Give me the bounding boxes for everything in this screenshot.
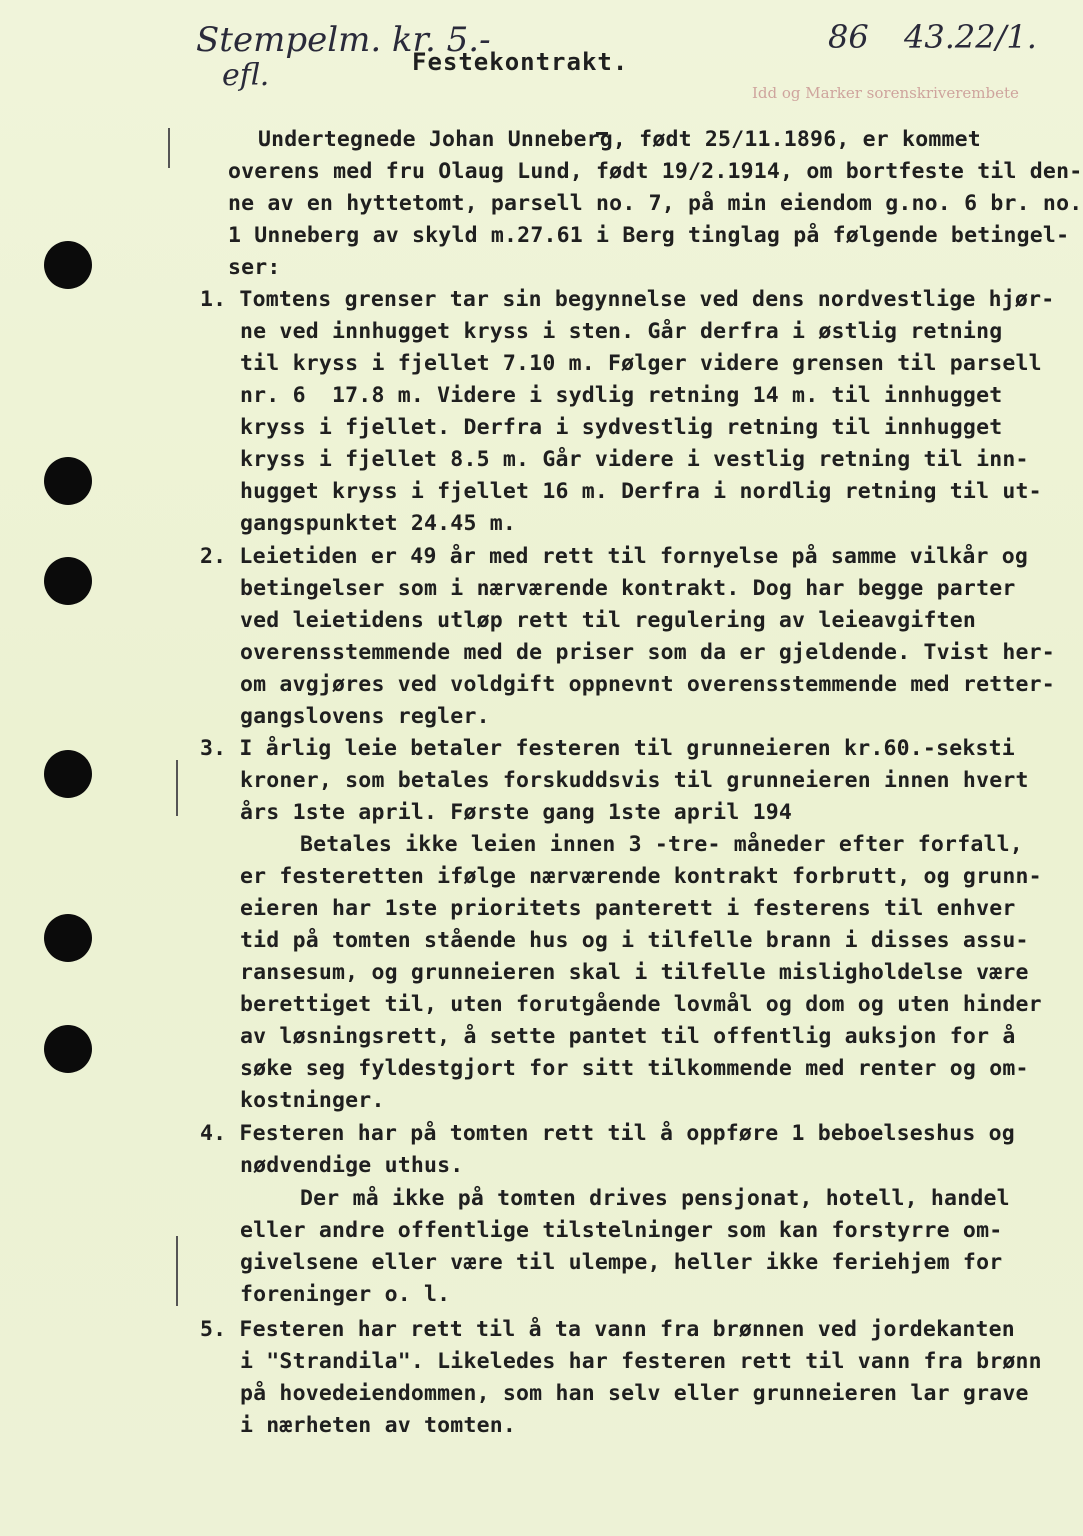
text-line: nr. 6 17.8 m. Videre i sydlig retning 14 m. til innhugget [240,383,1003,408]
text-line: givelsene eller være til ulempe, heller ikke feriehjem for [240,1250,1003,1275]
office-stamp: Idd og Marker sorenskriverembete [752,84,1019,102]
text-line: ne ved innhugget kryss i sten. Går derfra i østlig retning [240,319,1003,344]
punch-hole [44,457,92,505]
text-line: i nærheten av tomten. [240,1413,517,1438]
text-line: nødvendige uthus. [240,1153,464,1178]
text-line: betingelser som i nærværende kontrakt. Dog har begge parter [240,576,1016,601]
handwritten-stamp-fee: Stempelm. kr. 5.- [196,20,491,60]
text-line: kroner, som betales forskuddsvis til grunneieren innen hvert [240,768,1029,793]
punch-hole [44,241,92,289]
text-line: 3. I årlig leie betaler festeren til grunneieren kr.60.-seksti [200,736,1015,761]
text-line: ser: [228,255,281,280]
text-line: gangslovens regler. [240,704,490,729]
handwritten-efl: efl. [222,58,270,93]
text-line: Betales ikke leien innen 3 -tre- måneder efter forfall, [300,832,1023,857]
text-line: 4. Festeren har på tomten rett til å oppføre 1 beboelseshus og [200,1121,1015,1146]
text-line: ved leietidens utløp rett til regulering av leieavgiften [240,608,977,633]
text-line: overensstemmende med de priser som da er gjeldende. Tvist her- [240,640,1055,665]
text-line: 2. Leietiden er 49 år med rett til fornyelse på samme vilkår og [200,544,1029,569]
punch-hole [44,1025,92,1073]
text-line: kryss i fjellet. Derfra i sydvestlig retning til innhugget [240,415,1003,440]
text-line: kostninger. [240,1088,385,1113]
text-line: i "Strandila". Likeledes har festeren rett til vann fra brønn [240,1349,1042,1374]
registry-date: 43.22/1. [904,18,1037,56]
text-line: eieren har 1ste prioritets panterett i festerens til enhver [240,896,1016,921]
text-line: på hovedeiendommen, som han selv eller grunneieren lar grave [240,1381,1029,1406]
margin-mark [176,760,192,816]
text-line: om avgjøres ved voldgift oppnevnt overensstemmende med retter- [240,672,1055,697]
text-line: Undertegnede Johan Unneberg, født 25/11.1896, er kommet [258,127,981,152]
punch-hole [44,914,92,962]
text-line: eller andre offentlige tilstelninger som kan forstyrre om- [240,1218,1003,1243]
text-line: 5. Festeren har rett til å ta vann fra brønnen ved jordekanten [200,1317,1015,1342]
text-line: til kryss i fjellet 7.10 m. Følger videre grensen til parsell [240,351,1042,376]
text-line: 1. Tomtens grenser tar sin begynnelse ved dens nordvestlige hjør- [200,287,1055,312]
text-line: ne av en hyttetomt, parsell no. 7, på min eiendom g.no. 6 br. no. [228,191,1083,216]
text-line: års 1ste april. Første gang 1ste april 194 [240,800,793,825]
text-line: gangspunktet 24.45 m. [240,511,517,536]
text-line: hugget kryss i fjellet 16 m. Derfra i nordlig retning til ut- [240,479,1042,504]
registry-number: 86 [828,18,869,56]
punch-hole [44,557,92,605]
text-line: ransesum, og grunneieren skal i tilfelle misligholdelse være [240,960,1029,985]
text-line: foreninger o. l. [240,1282,451,1307]
text-line: søke seg fyldestgjort for sitt tilkommende med renter og om- [240,1056,1029,1081]
text-line: av løsningsrett, å sette pantet til offentlig auksjon for å [240,1024,1016,1049]
text-line: berettiget til, uten forutgående lovmål og dom og uten hinder [240,992,1042,1017]
punch-hole [44,750,92,798]
text-line: tid på tomten stående hus og i tilfelle brann i disses assu- [240,928,1029,953]
text-line: Der må ikke på tomten drives pensjonat, hotell, handel [300,1186,1010,1211]
document-title: Festekontrakt. [412,48,629,76]
margin-mark [176,1236,192,1306]
margin-mark [168,128,184,168]
text-line: kryss i fjellet 8.5 m. Går videre i vestlig retning til inn- [240,447,1029,472]
text-line: overens med fru Olaug Lund, født 19/2.1914, om bortfeste til den- [228,159,1083,184]
text-line: 1 Unneberg av skyld m.27.61 i Berg tinglag på følgende betingel- [228,223,1070,248]
text-line: er festeretten ifølge nærværende kontrakt forbrutt, og grunn- [240,864,1042,889]
